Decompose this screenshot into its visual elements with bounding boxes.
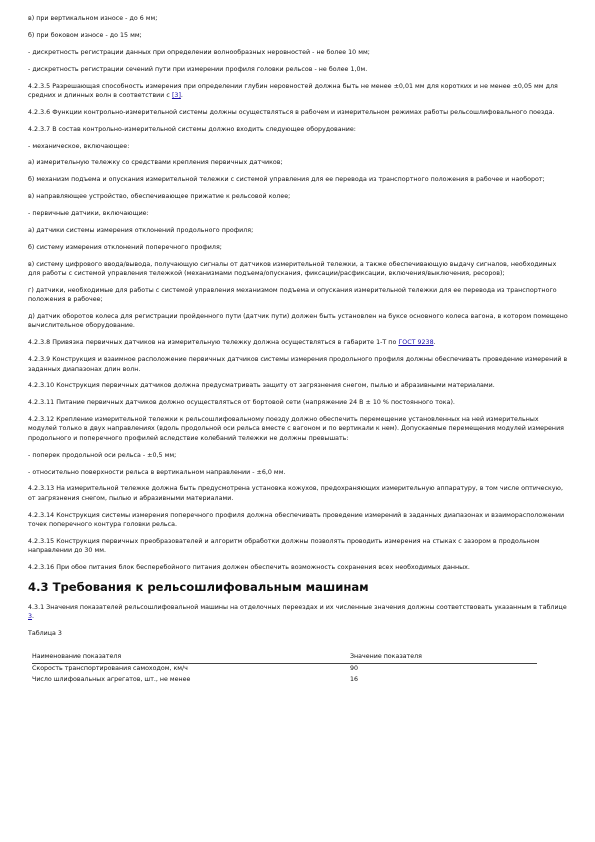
- table-cell: 16: [350, 676, 359, 684]
- paragraph: - механическое, включающее:: [28, 142, 130, 150]
- paragraph-text: 4.2.3.5 Разрешающая способность измерения при определении глубин неровностей должна быть не менее ±0,01 мм для коротких и не менее ±0,05 мм для средних и длинных волн в соответствии с: [28, 82, 558, 99]
- paragraph: - дискретность регистрации сечений пути при измерении профиля головки рельсов - не более 1,0м.: [28, 65, 368, 73]
- table-cell: Скорость транспортирования самоходом, км/ч: [32, 664, 188, 672]
- paragraph: а) датчики системы измерения отклонений продольного профиля;: [28, 226, 254, 234]
- paragraph-text: 4.2.3.8 Привязка первичных датчиков на измерительную тележку должна осуществляться в габарите 1-Т по: [28, 339, 397, 347]
- paragraph: 4.2.3.15 Конструкция первичных преобразователей и алгоритм обработки должны позволять проводить измерения на стыках с зазором в продольном направлении до 30 мм.: [28, 537, 540, 555]
- paragraph: - первичные датчики, включающие:: [28, 210, 149, 218]
- paragraph-text: 4.3.1 Значения показателей рельсошлифовальной машины на отделочных переездах и их численные значения должны соответствовать указанным в таблице: [28, 603, 567, 611]
- section-heading: 4.3 Требования к рельсошлифовальным машинам: [28, 579, 369, 594]
- parameters-table: [32, 652, 537, 687]
- paragraph: 4.2.3.14 Конструкция системы измерения поперечного профиля должна обеспечивать проведение измерений в заданных диапазонах и взаиморасположении точек поперечного контура головки рельса.: [28, 511, 565, 528]
- table-link[interactable]: 3: [28, 613, 33, 621]
- paragraph-suffix: .: [32, 613, 35, 621]
- paragraph-suffix: .: [180, 91, 183, 99]
- paragraph: в) систему цифрового ввода/вывода, получающую сигналы от датчиков измерительной тележки, а также обеспечивающую выдачу сигналов, необходимых для работы с системой управления тележкой (механизмами подъема/опускания, фиксации/расфиксации, включения/выключения, ресоров);: [28, 260, 557, 278]
- paragraph: 4.2.3.6 Функции контрольно-измерительной системы должны осуществляться в рабочем и измерительном режимах работы рельсошлифовального поезда.: [28, 108, 555, 116]
- paragraph: 4.2.3.10 Конструкция первичных датчиков должна предусматривать защиту от загрязнения снегом, пылью и абразивными материалами.: [28, 382, 495, 390]
- table-header-row: [32, 652, 537, 663]
- paragraph: 4.2.3.13 На измерительной тележке должна быть предусмотрена установка кожухов, предохраняющих измерительную аппаратуру, в том числе оптическую, от загрязнения снегом, пылью и абразивными материалами.: [28, 485, 563, 502]
- paragraph: 4.2.3.9 Конструкция и взаимное расположение первичных датчиков системы измерения продольного профиля должны обеспечивать проведение измерений в заданных диапазонах длин волн.: [28, 356, 568, 373]
- paragraph: б) систему измерения отклонений поперечного профиля;: [28, 243, 222, 251]
- reference-link[interactable]: [3]: [171, 91, 181, 99]
- paragraph: г) датчики, необходимые для работы с системой управления механизмом подъема и опускания измерительной тележки для ее перевода из транспортного положения в рабочее;: [28, 286, 557, 304]
- paragraph-suffix: .: [433, 339, 436, 347]
- table-row: [32, 675, 537, 687]
- document-page: [28, 14, 568, 687]
- paragraph: - относительно поверхности рельса в вертикальном направлении - ±6,0 мм.: [28, 468, 286, 476]
- paragraph: в) направляющее устройство, обеспечивающее прижатие к рельсовой колее;: [28, 193, 291, 201]
- paragraph: - поперек продольной оси рельса - ±0,5 мм;: [28, 451, 177, 459]
- table-cell: Число шлифовальных агрегатов, шт., не менее: [32, 676, 191, 684]
- table-header-cell: Значение показателя: [350, 652, 537, 663]
- table-caption: Таблица 3: [28, 630, 62, 638]
- table-header-cell: Наименование показателя: [32, 652, 350, 663]
- paragraph: а) измерительную тележку со средствами крепления первичных датчиков;: [28, 159, 283, 167]
- paragraph: 4.2.3.7 В состав контрольно-измерительной системы должно входить следующее оборудование:: [28, 125, 356, 133]
- paragraph: д) датчик оборотов колеса для регистрации пройденного пути (датчик пути) должен быть установлен на буксе основного колеса вагона, в котором помещено вычислительное оборудование.: [28, 313, 568, 330]
- paragraph: б) при боковом износе - до 15 мм;: [28, 31, 142, 39]
- section-intro: [28, 603, 568, 622]
- paragraph: 4.2.3.12 Крепление измерительной тележки к рельсошлифовальному поезду должно обеспечить перемещение установленных на ней измерительных модулей только в двух направлениях (вдоль продольной оси рельса вместе с вагоном и по вертикали к нем). Допускаемые перемещения модулей измерения продольного и поперечного профилей вследствие колебаний тележки не должны превышать:: [28, 416, 564, 442]
- table-row: [32, 663, 537, 675]
- paragraph-4-2-3-8: [28, 338, 568, 347]
- paragraph: - дискретность регистрации данных при определении волнообразных неровностей - не более 10 мм;: [28, 48, 370, 56]
- paragraph: в) при вертикальном износе - до 6 мм;: [28, 15, 158, 22]
- paragraph: б) механизм подъема и опускания измерительной тележки с системой управления для ее перевода из транспортного положения в рабочее и наоборот;: [28, 176, 545, 184]
- gost-link[interactable]: ГОСТ 9238: [398, 339, 434, 347]
- paragraph: 4.2.3.16 При обое питания блок бесперебойного питания должен обеспечить возможность сохранения всех необходимых данных.: [28, 564, 470, 572]
- table-cell: 90: [350, 664, 359, 672]
- paragraph-4-2-3-5: [28, 82, 568, 101]
- paragraph: 4.2.3.11 Питание первичных датчиков должно осуществляться от бортовой сети (напряжение 24 В ± 10 % постоянного тока).: [28, 399, 455, 407]
